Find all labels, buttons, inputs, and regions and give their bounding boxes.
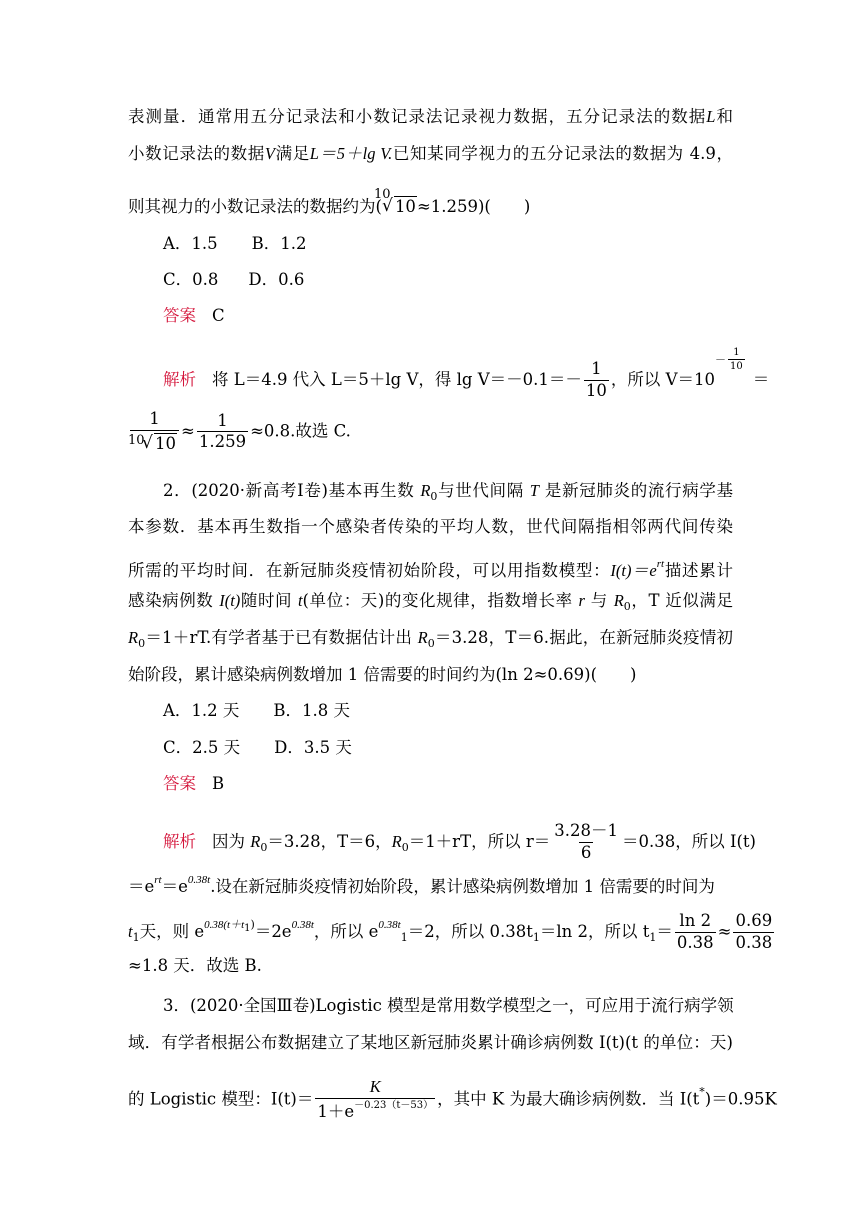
nth-root: 10 √ 10 [373, 187, 416, 216]
p1-option-d: D．0.6 [248, 270, 305, 289]
fraction: 1 10 √ 10 [130, 410, 179, 454]
p2-option-b: B．1.8 天 [273, 701, 351, 720]
p1-line-1: 表测量．通常用五分记录法和小数记录法记录视力数据，五分记录法的数据L和 [128, 107, 734, 126]
p2-option-d: D．3.5 天 [274, 738, 352, 757]
fraction: $\frac{\ln 2}{0.38}$ [676, 911, 714, 952]
analysis-label: 解析 [163, 369, 196, 389]
fraction: $\frac{0.69}{0.38}$ [735, 911, 773, 952]
fraction: $\frac{K}{1+e^{-0.23(t-53)}}$ [317, 1077, 434, 1121]
p2-analysis-line-3: $t_1$天，则 $e^{0.38(t+t1)}=2e^{0.38t}$，所以 $e^{0.38t}_1=2$，所以 $0.38t_1=\ln$ 2，所以 $t_1=$ $\frac{\ln 2}{0.38}$ ≈ $\frac{0.69}{0.38}$ [128, 911, 773, 952]
analysis-label: 解析 [163, 831, 196, 851]
p2-options-ab [163, 700, 350, 722]
fraction: $\frac{1}{1.259}$ [198, 410, 247, 452]
p2-options-cd [163, 737, 352, 759]
p1-option-b: B．1.2 [251, 234, 307, 253]
p2-line-4: 感染病例数 I(t)随时间 t(单位：天)的变化规律，指数增长率 r 与 $R_0$，T 近似满足 [128, 591, 734, 613]
p1-line-3: 则其视力的小数记录法的数据约为( 10 √ 10≈1.259)( ) [128, 187, 531, 216]
fraction: $\frac{1}{10}$ [585, 359, 607, 400]
p2-analysis-line-2: $=e^{rt}=e^{0.38t}$.设在新冠肺炎疫情初始阶段，累计感染病例数增加 1 倍需要的时间为 [128, 874, 715, 896]
p2-option-a: A．1.2 天 [163, 701, 240, 720]
p1-answer: 答案 C [163, 306, 225, 325]
p2-answer: 答案 B [163, 774, 225, 793]
p2-line-3: 所需的平均时间．在新冠肺炎疫情初始阶段，可以用指数模型：$I(t)=e^{rt}$描述累计 [128, 558, 734, 580]
p3-line-2: 域．有学者根据公布数据建立了某地区新冠肺炎累计确诊病例数 I(t)(t 的单位：天) [128, 1033, 733, 1052]
p3-line-1: 3．(2020·全国Ⅲ卷)Logistic 模型是常用数学模型之一，可应用于流行病学领 [163, 996, 734, 1015]
fraction: $\frac{3.28-1}{6}$ [554, 821, 618, 862]
p1-line-2: 小数记录法的数据V满足L＝5＋lg V.已知某同学视力的五分记录法的数据为 4.9， [128, 144, 733, 163]
p2-line-1: 2．(2020·新高考Ⅰ卷)基本再生数 $R_0$与世代间隔 T 是新冠肺炎的流行病学基 [163, 481, 734, 503]
p1-analysis-line-2: 1 10 √ 10 ≈ $\frac{1}{1.259}$ ≈0.8.故选 C. [128, 409, 351, 453]
p2-line-2: 本参数．基本再生数指一个感染者传染的平均人数，世代间隔指相邻两代间传染 [128, 517, 733, 536]
p2-line-6: 始阶段，累计感染病例数增加 1 倍需要的时间约为(ln 2≈0.69)( ) [128, 665, 637, 684]
p1-option-c: C．0.8 [163, 270, 219, 289]
p1-options-ab [163, 233, 307, 255]
p2-option-c: C．2.5 天 [163, 738, 241, 757]
p1-option-a: A．1.5 [163, 234, 218, 253]
p2-analysis-line-4: ≈1.8 天．故选 B. [128, 956, 262, 975]
p1-options-cd [163, 269, 304, 291]
p2-line-5: $R_0=1+rT$.有学者基于已有数据估计出 $R_0=3.28$，T＝6.据此，在新冠肺炎疫情初 [128, 628, 733, 650]
p3-line-3: 的 Logistic 模型：I(t)＝ $\frac{K}{1+e^{-0.23(t-53)}}$ ，其中 K 为最大确诊病例数．当 I(t*)＝0.95K [128, 1077, 777, 1121]
p2-analysis-line-1: 解析 因为 $R_0=3.28$，T＝6，$R_0=1+rT$，所以 r＝ $\frac{3.28-1}{6}$ ＝0.38，所以 I(t) [163, 821, 756, 862]
p1-analysis-line-1: 解析 将 L＝4.9 代入 L＝5＋lg V，得 lg V＝－0.1＝－ $\frac{1}{10}$ ，所以 V＝10－ $\frac{1}{10}$ ＝ [163, 346, 770, 400]
